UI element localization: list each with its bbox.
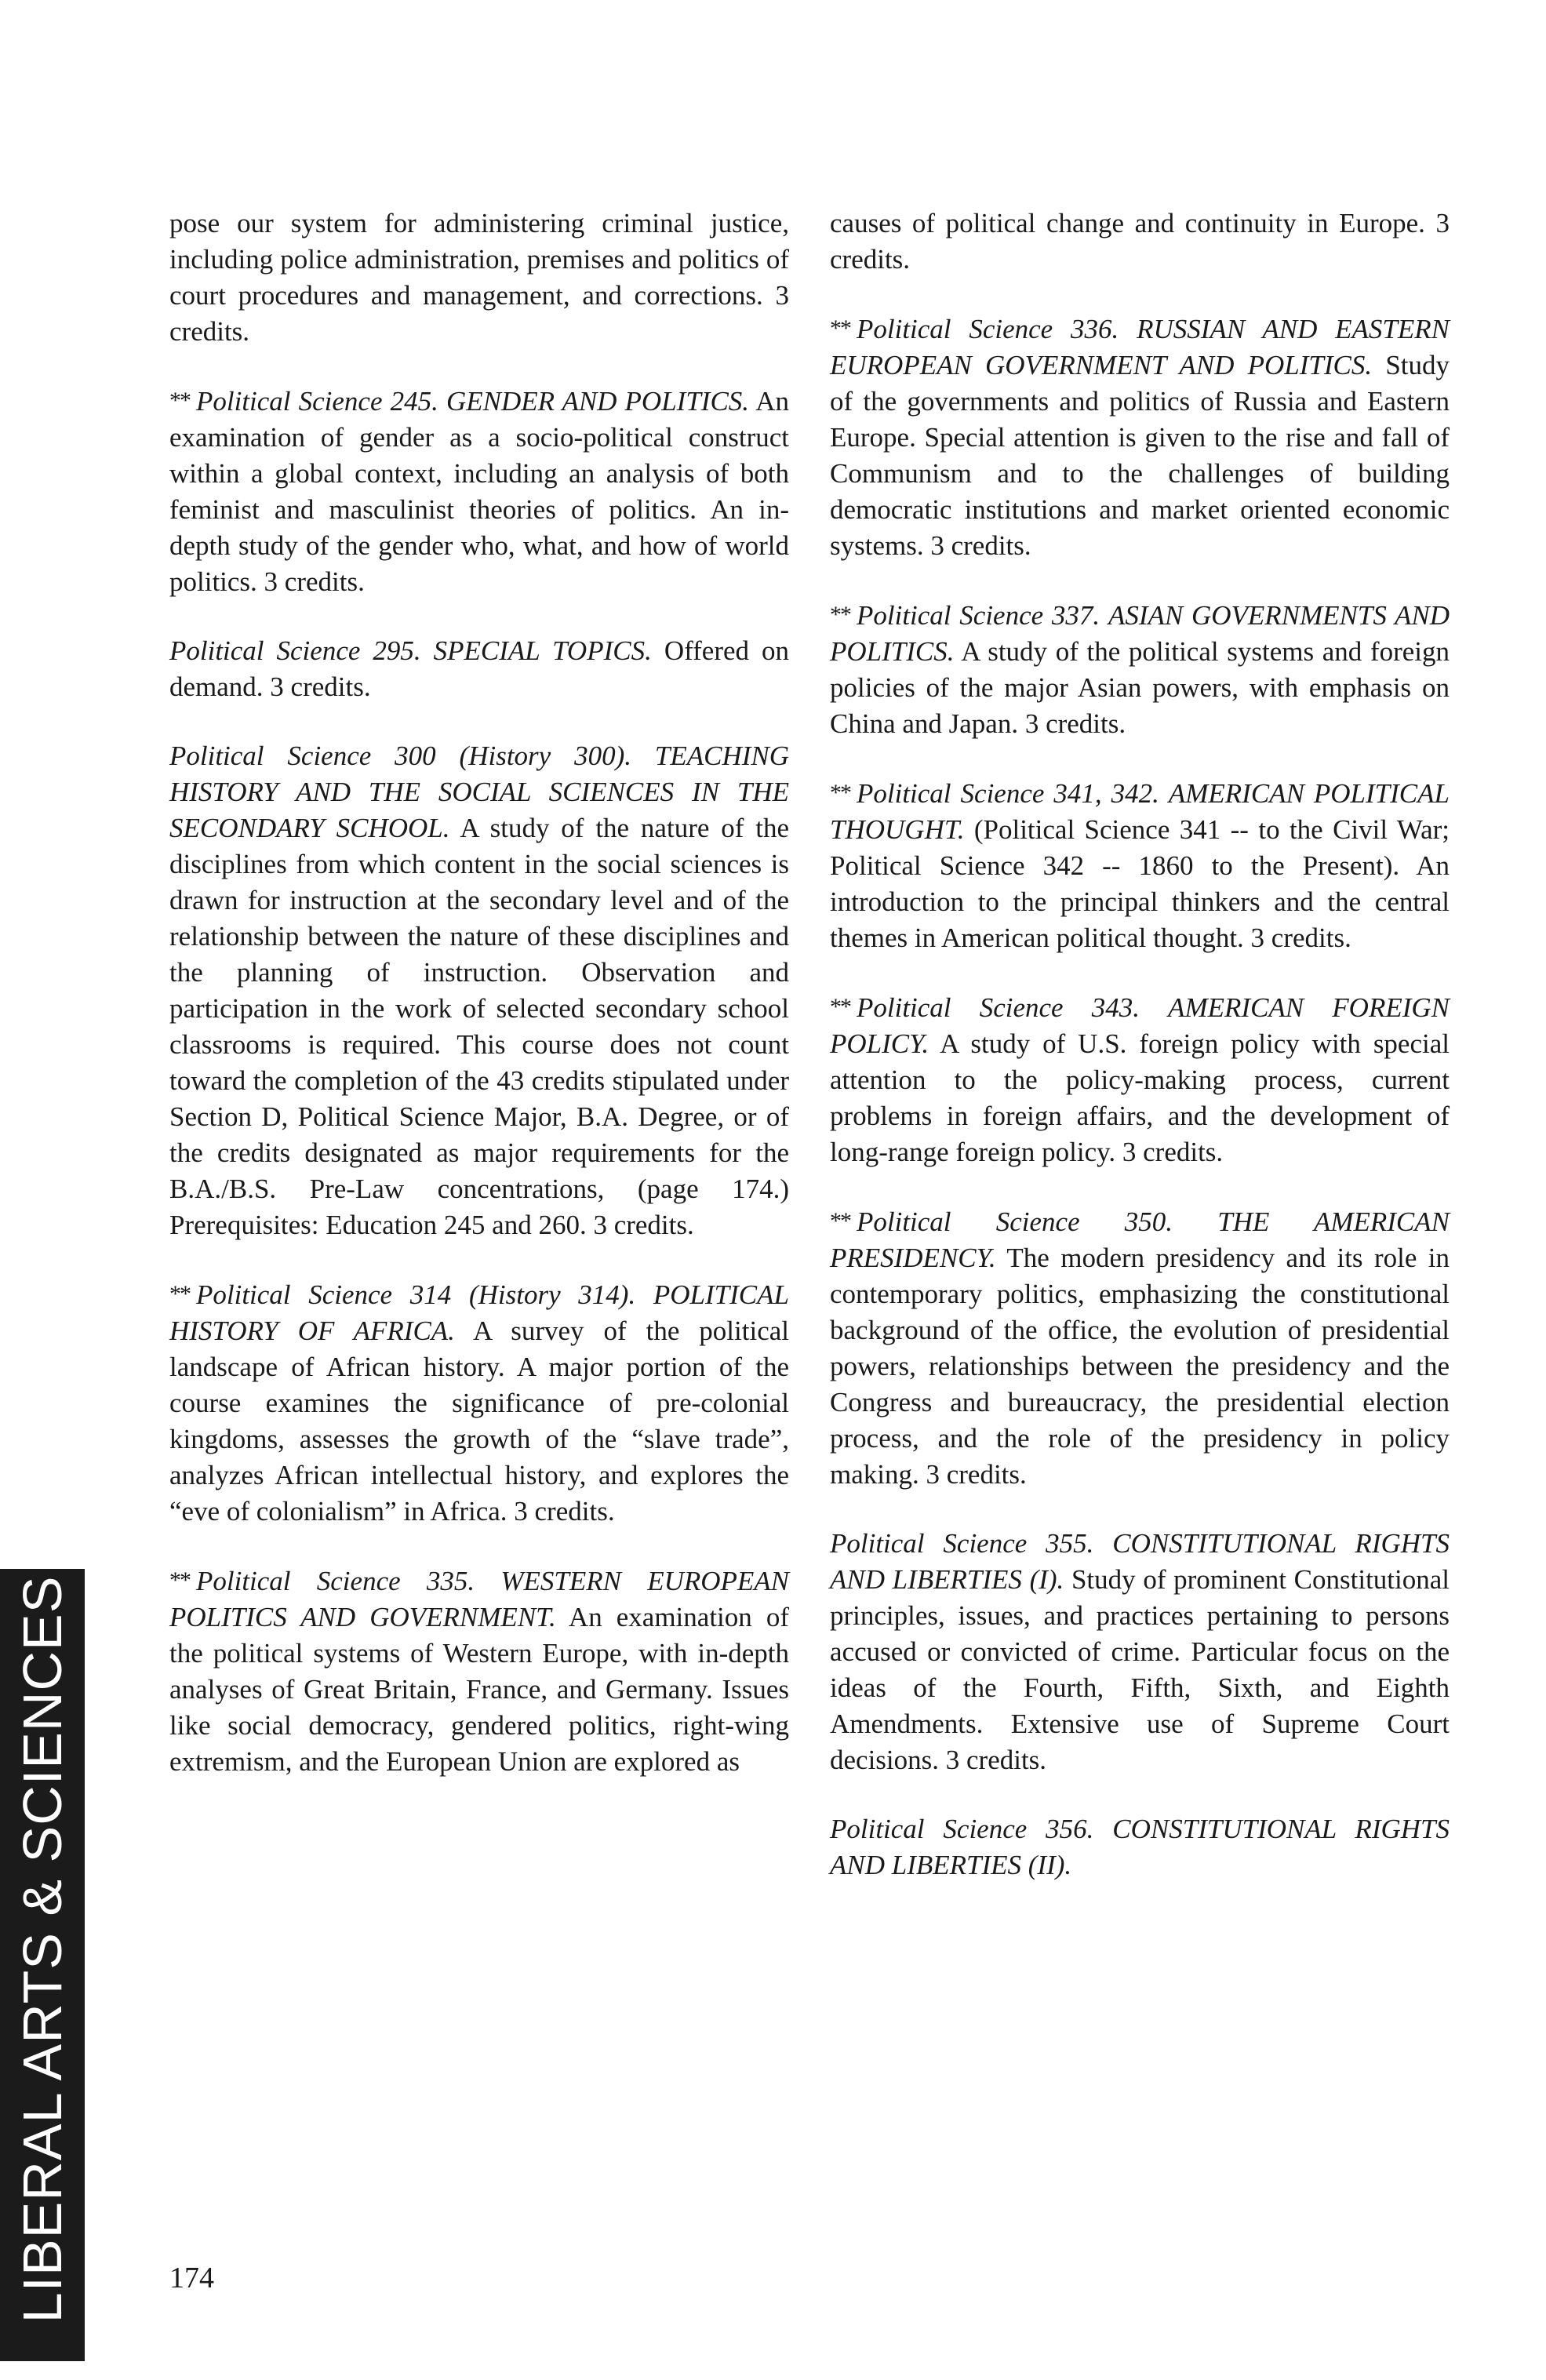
course-number: Political Science 341, 342. bbox=[857, 778, 1159, 809]
course-number: Political Science 295. bbox=[169, 635, 421, 666]
course-description: An examination of the political systems of Western Europe, with in-depth analyses of Great Britain, France, and Germany. Issues like social democracy, gendered politics, right-wing extremism, and the European Union are explored as bbox=[169, 1602, 789, 1777]
course-number: Political Science 356. bbox=[830, 1814, 1094, 1844]
course-entry bbox=[830, 1811, 1450, 1883]
course-entry bbox=[830, 311, 1450, 564]
course-title: THE AMERICAN PRESIDENCY. bbox=[830, 1206, 1450, 1273]
course-title: GENDER AND POLITICS. bbox=[446, 386, 750, 417]
course-paragraph bbox=[830, 311, 1450, 564]
course-paragraph bbox=[830, 989, 1450, 1170]
starred-marker: ** bbox=[169, 1567, 190, 1593]
course-paragraph bbox=[830, 597, 1450, 742]
course-description: Study of the governments and politics of Russia and Eastern Europe. Special attention is given to the rise and fall of Communism and to the challenges of building democratic institutions and market oriented economic systems. 3 credits. bbox=[830, 350, 1450, 561]
starred-marker: ** bbox=[830, 780, 850, 806]
course-description: Offered on demand. 3 credits. bbox=[169, 635, 790, 702]
course-number: Political Science 336. bbox=[857, 314, 1119, 344]
course-title: AMERICAN POLITICAL THOUGHT. bbox=[830, 778, 1450, 845]
course-title: WESTERN EUROPEAN POLITICS AND GOVERNMENT. bbox=[169, 1566, 789, 1632]
course-paragraph bbox=[830, 1526, 1450, 1778]
course-number: Political Science 335. bbox=[196, 1566, 475, 1596]
course-paragraph bbox=[830, 1203, 1450, 1493]
course-paragraph bbox=[169, 633, 789, 705]
course-entry bbox=[169, 1563, 789, 1780]
course-number: Political Science 314 (History 314). bbox=[196, 1279, 636, 1310]
course-entry bbox=[169, 383, 789, 600]
page-number: 174 bbox=[169, 2262, 214, 2294]
continuation-paragraph: causes of political change and continuity in Europe. 3 credits. bbox=[830, 208, 1450, 275]
course-number: Political Science 350. bbox=[857, 1206, 1173, 1237]
starred-marker: ** bbox=[830, 315, 850, 341]
course-entry bbox=[169, 1276, 789, 1530]
course-entry bbox=[830, 597, 1450, 742]
course-paragraph bbox=[169, 383, 789, 600]
course-description: (Political Science 341 -- to the Civil War; Political Science 342 -- 1860 to the Present). An introduction to the principal thinkers and the central themes in American political thought. 3 credits. bbox=[830, 814, 1450, 953]
course-number: Political Science 343. bbox=[857, 992, 1140, 1023]
course-description: Study of prominent Constitutional principles, issues, and practices pertaining to persons accused or convicted of crime. Particular focus on the ideas of the Fourth, Fifth, Sixth, and Eighth Amendments. Extensive use of Supreme Court decisions. 3 credits. bbox=[830, 1564, 1450, 1775]
course-description: A survey of the political landscape of African history. A major portion of the course examines the significance of pre-colonial kingdoms, assesses the growth of the “slave trade”, analyzes African intellectual history, and explores the “eve of colonialism” in Africa. 3 credits. bbox=[169, 1316, 789, 1527]
course-description: A study of U.S. foreign policy with special attention to the policy-making process, current problems in foreign affairs, and the development of long-range foreign policy. 3 credits. bbox=[830, 1028, 1450, 1167]
continuation-paragraph: pose our system for administering criminal justice, including police administration, premises and politics of court procedures and management, and corrections. 3 credits. bbox=[169, 208, 789, 347]
continuation-text bbox=[830, 206, 1450, 278]
course-number: Political Science 300 (History 300). bbox=[169, 741, 631, 771]
course-paragraph bbox=[830, 775, 1450, 956]
course-paragraph bbox=[830, 1811, 1450, 1883]
starred-marker: ** bbox=[169, 388, 190, 413]
course-description: The modern presidency and its role in contemporary politics, emphasizing the constitutional background of the office, the evolution of presidential powers, relationships between the presidency and the Congress and bureaucracy, the presidential election process, and the role of the presidency in policy making. 3 credits. bbox=[830, 1243, 1450, 1490]
course-title: CONSTITUTIONAL RIGHTS AND LIBERTIES (II). bbox=[830, 1814, 1450, 1880]
course-entry bbox=[830, 1203, 1450, 1493]
course-entry bbox=[830, 775, 1450, 956]
course-title: SPECIAL TOPICS. bbox=[433, 635, 652, 666]
course-entry bbox=[169, 633, 789, 705]
starred-marker: ** bbox=[830, 994, 850, 1020]
course-title: POLITICAL HISTORY OF AFRICA. bbox=[169, 1279, 789, 1346]
course-number: Political Science 355. bbox=[830, 1528, 1094, 1559]
starred-marker: ** bbox=[830, 1208, 850, 1234]
course-title: ASIAN GOVERNMENTS AND POLITICS. bbox=[830, 600, 1450, 667]
course-paragraph bbox=[169, 1563, 789, 1780]
continuation-text bbox=[169, 206, 789, 350]
course-paragraph bbox=[169, 1276, 789, 1530]
course-paragraph bbox=[169, 738, 789, 1243]
starred-marker: ** bbox=[830, 602, 850, 628]
course-description: A study of the nature of the disciplines from which content in the social sciences is drawn for instruction at the secondary level and of the relationship between the nature of these disciplines and the planning of instruction. Observation and participation in the work of selected secondary school classrooms is required. This course does not count toward the completion of the 43 credits stipulated under Section D, Political Science Major, B.A. Degree, or of the credits designated as major requirements for the B.A./B.S. Pre-Law concentrations, (page 174.) Prerequisites: Education 245 and 260. 3 credits. bbox=[169, 813, 790, 1240]
course-number: Political Science 245. bbox=[196, 386, 438, 417]
course-title: TEACHING HISTORY AND THE SOCIAL SCIENCES IN THE SECONDARY SCHOOL. bbox=[169, 741, 789, 843]
course-entry bbox=[830, 989, 1450, 1170]
left-column bbox=[169, 206, 789, 1813]
course-title: AMERICAN FOREIGN POLICY. bbox=[830, 992, 1450, 1059]
course-description: An examination of gender as a socio-political construct within a global context, including an analysis of both feminist and masculinist theories of politics. An in-depth study of the gender who, what, and how of world politics. 3 credits. bbox=[169, 386, 789, 597]
course-number: Political Science 337. bbox=[857, 600, 1100, 631]
course-description: A study of the political systems and foreign policies of the major Asian powers, with emphasis on China and Japan. 3 credits. bbox=[830, 636, 1450, 739]
section-sidebar-label: LIBERAL ARTS & SCIENCES bbox=[12, 1575, 73, 2324]
right-column bbox=[830, 206, 1450, 1916]
starred-marker: ** bbox=[169, 1281, 190, 1307]
course-entry bbox=[169, 738, 789, 1243]
course-title: RUSSIAN AND EASTERN EUROPEAN GOVERNMENT AND POLITICS. bbox=[830, 314, 1450, 380]
course-entry bbox=[830, 1526, 1450, 1778]
course-title: CONSTITUTIONAL RIGHTS AND LIBERTIES (I). bbox=[830, 1528, 1450, 1595]
